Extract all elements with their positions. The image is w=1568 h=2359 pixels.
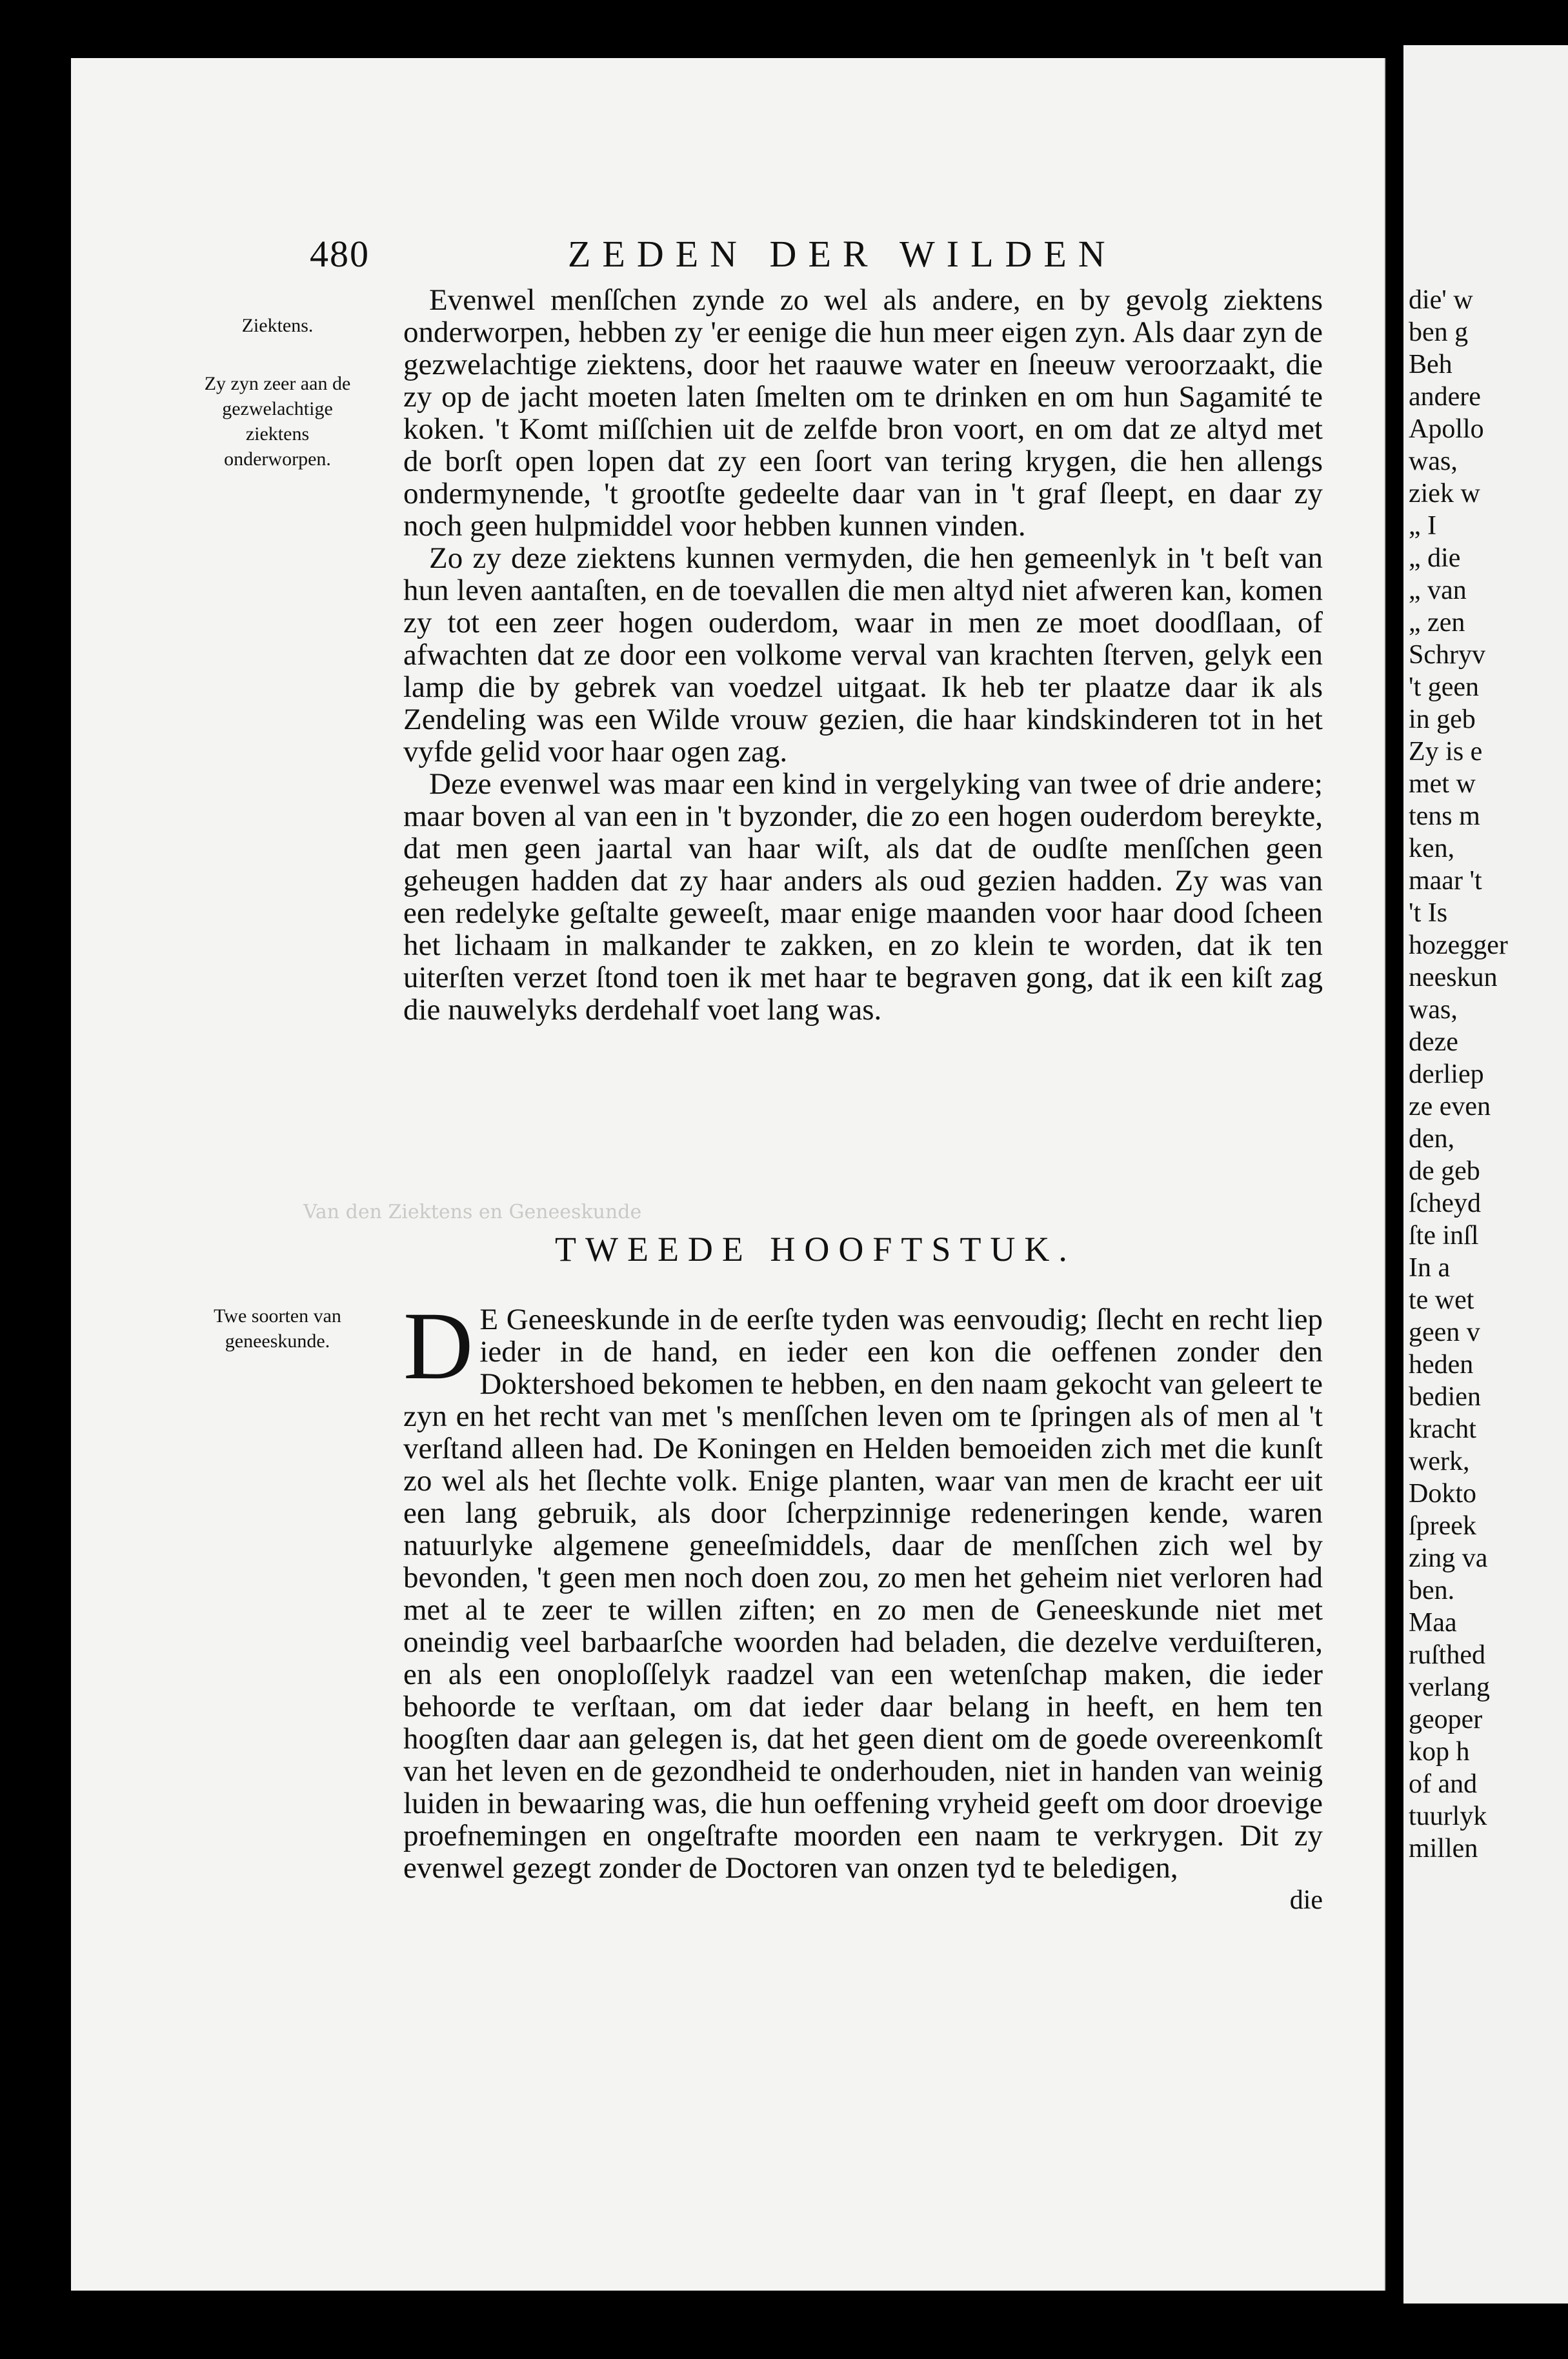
right-page-line: kracht bbox=[1409, 1414, 1476, 1444]
running-head: ZEDEN DER WILDEN bbox=[568, 233, 1117, 275]
right-page-line: zing va bbox=[1409, 1543, 1488, 1573]
bleed-through-text: Van den Ziektens en Geneeskunde bbox=[303, 1201, 642, 1223]
right-page-line: Schryv bbox=[1409, 640, 1485, 670]
right-page-line: hozegger bbox=[1409, 930, 1508, 960]
page-number: 480 bbox=[310, 233, 370, 275]
right-page-fragment bbox=[1403, 45, 1568, 2304]
body-text-section-2 bbox=[403, 1292, 1323, 1916]
paragraph: Deze evenwel was maar een kind in vergelyking van twee of drie andere; maar boven al van een in 't byzonder, die zo een hogen ouderdom bereykte, dat men geen jaartal van haar wiſt, als dat de oudſte menſſchen geen geheugen hadden dat zy haar anders als oud gezien hadden. Zy was van een redelyke geſtalte geweeſt, maar enige maanden voor haar dood ſcheen het lichaam in malkander te zakken, en zo klein te worden, dat ik ten uiterſten verzet ſtond toen ik met haar te begraven gong, dat ik een kiſt zag die nauwelyks derdehalf voet lang was. bbox=[403, 767, 1323, 1027]
right-page-line: ſcheyd bbox=[1409, 1189, 1481, 1218]
paragraph: Evenwel menſſchen zynde zo wel als andere, en by gevolg ziektens onderworpen, hebben zy 'er eenige die hun meer eigen zyn. Als daar zyn de gezwelachtige ziektens, door het raauwe water en ſneeuw veroorzaakt, die zy op de jacht moeten laten ſmelten om te drinken en om hun Sagamité te koken. 't Komt miſſchien uit de zelfde bron voort, en om dat ze altyd met de borſt open lopen dat zy een ſoort van tering krygen, die hen allengs ondermynende, 't grootſte gedeelte daar van in 't graf ſleept, en daar zy noch geen hulpmiddel voor hebben kunnen vinden. bbox=[403, 283, 1323, 543]
right-page-line: 't geen bbox=[1409, 672, 1480, 702]
right-page-line: of and bbox=[1409, 1769, 1478, 1799]
right-page-line: tuurlyk bbox=[1409, 1802, 1487, 1831]
right-page-line: millen bbox=[1409, 1834, 1478, 1863]
right-page-line: de geb bbox=[1409, 1156, 1480, 1186]
right-page-line: „ van bbox=[1409, 576, 1467, 605]
right-page-line: Maa bbox=[1409, 1608, 1457, 1638]
paragraph: Zo zy deze ziektens kunnen vermyden, die hen gemeenlyk in 't beſt van hun leven aantaſten, en de toevallen die men altyd niet afweren kan, komen zy tot een zeer hogen ouderdom, waar in men ze moet doodſlaan, of afwachten dat ze door een volkome verval van krachten ſterven, gelyk een lamp die by gebrek van voedzel uitgaat. Ik heb ter plaatze daar ik als Zendeling was een Wilde vrouw gezien, die haar kindskinderen tot in het vyfde gelid voor haar ogen zag. bbox=[403, 541, 1323, 768]
right-page-line: Zy is e bbox=[1409, 737, 1483, 767]
right-page-line: „ zen bbox=[1409, 608, 1465, 637]
drop-cap: D bbox=[403, 1292, 474, 1400]
right-page-line: kop h bbox=[1409, 1737, 1470, 1767]
chapter-title: TWEEDE HOOFTSTUK. bbox=[555, 1230, 1076, 1269]
right-page-line: Dokto bbox=[1409, 1479, 1476, 1509]
right-page-line: was, bbox=[1409, 447, 1458, 476]
right-page-line: geen v bbox=[1409, 1318, 1480, 1347]
right-page-line: tens m bbox=[1409, 801, 1480, 831]
right-page-line: was, bbox=[1409, 995, 1458, 1025]
right-page-lines bbox=[1403, 284, 1508, 1865]
right-page-line: in geb bbox=[1409, 705, 1476, 734]
right-page-line: ziek w bbox=[1409, 479, 1480, 508]
right-page-line: 't Is bbox=[1409, 898, 1448, 928]
right-page-line: ze even bbox=[1409, 1092, 1491, 1121]
right-page-line: te wet bbox=[1409, 1285, 1474, 1315]
body-text-section-1 bbox=[403, 284, 1323, 1026]
right-page-line: heden bbox=[1409, 1350, 1474, 1380]
right-page-line: met w bbox=[1409, 769, 1476, 799]
right-page-line: Apollo bbox=[1409, 414, 1484, 444]
sidenote-gezwelachtige: Zy zyn zeer aan de gezwelachtige ziektens onderworpen. bbox=[204, 373, 351, 470]
right-page-line: In a bbox=[1409, 1253, 1451, 1283]
right-page-line: ben g bbox=[1409, 317, 1469, 347]
sidenote-ziektens: Ziektens. bbox=[241, 315, 314, 336]
right-page-line: geoper bbox=[1409, 1705, 1483, 1734]
right-page-line: Beh bbox=[1409, 350, 1452, 379]
right-page-line: ken, bbox=[1409, 834, 1455, 863]
right-page-line: „ I bbox=[1409, 511, 1437, 541]
right-page-line: neeskun bbox=[1409, 963, 1498, 992]
right-page-line: ruſthed bbox=[1409, 1640, 1485, 1670]
catchword: die bbox=[1289, 1885, 1323, 1915]
right-page-line: die' w bbox=[1409, 285, 1473, 315]
right-page-line: ben. bbox=[1409, 1576, 1455, 1605]
right-page-line: „ die bbox=[1409, 543, 1461, 573]
right-page-line: den, bbox=[1409, 1124, 1455, 1154]
right-page-line: ſpreek bbox=[1409, 1511, 1476, 1541]
right-page-line: werk, bbox=[1409, 1447, 1470, 1476]
right-page-line: deze bbox=[1409, 1027, 1458, 1057]
right-page-line: verlang bbox=[1409, 1672, 1490, 1702]
chapter-paragraph: E Geneeskunde in de eerſte tyden was eenvoudig; ſlecht en recht liep ieder in de hand, en ieder een kon die oeffenen zonder den Doktershoed bekomen te hebben, en den naam gekocht van geleert te zyn en het recht van met 's menſſchen leven om te ſpringen als of men al 't verſtand alleen had. De Koningen en Helden bemoeiden zich met die kunſt zo wel als het ſlechte volk. Enige planten, waar van men de kracht eer uit een lang gebruik, als door ſcherpzinnige redeneringen kende, waren natuurlyke algemene geneeſmiddels, daar de menſſchen zich wel by bevonden, 't geen men noch doen zou, zo men het geheim niet verloren had met al te zeer te willen ziften; en zo men de Geneeskunde niet met oneindig veel barbaarſche woorden had beladen, die dezelve verduiſteren, en als een onoploſſelyk raadzel van een wetenſchap maken, die ieder behoorde te verſtaan, om dat ieder daar belang in heeft, en hem ten hoogſten daar aan gelegen is, dat het geen dient om de goede overeenkomſt van het leven en de gezondheid te onderhouden, niet in handen van weinig luiden in bewaaring was, die hun oeffening vryheid geeft om door droevige proefnemingen en ongeſtrafte moorden een naam te verkrygen. Dit zy evenwel gezegt zonder de Doctoren van onzen tyd te beledigen, bbox=[403, 1303, 1323, 1885]
sidenote-geneeskunde: Twe soorten van geneeskunde. bbox=[214, 1305, 341, 1352]
right-page-line: maar 't bbox=[1409, 866, 1482, 896]
right-page-line: bedien bbox=[1409, 1382, 1481, 1412]
right-page-line: ſte inſl bbox=[1409, 1221, 1479, 1250]
right-page-line: andere bbox=[1409, 382, 1481, 412]
right-page-line: derliep bbox=[1409, 1059, 1484, 1089]
